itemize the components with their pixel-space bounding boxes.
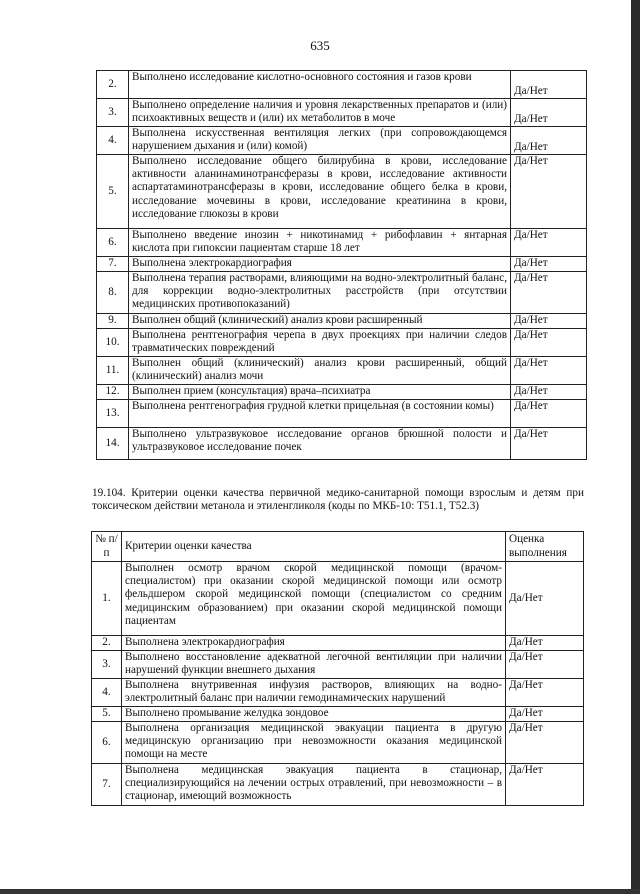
criterion-text: Выполнено введение инозин + никотинамид + рибофлавин + янтарная кислота при гипоксии пациентам старше 18 лет (129, 229, 511, 257)
scan-edge-bottom (0, 889, 640, 894)
page-number: 635 (310, 38, 330, 53)
row-number: 6. (97, 229, 129, 257)
row-number: 1. (92, 562, 122, 636)
row-number: 3. (92, 651, 122, 679)
criterion-text: Выполнена рентгенография грудной клетки прицельная (в состоянии комы) (129, 400, 511, 428)
row-number: 2. (92, 636, 122, 651)
table-row (97, 400, 587, 428)
criterion-text: Выполнена организация медицинской эвакуации пациента в другую медицинскую организацию при невозможности оказания медицинской помощи на месте (122, 722, 506, 764)
section-heading: 19.104. Критерии оценки качества первичной медико-санитарной помощи взрослым и детям при токсическом действии метанола и этиленгликоля (коды по МКБ-10: T51.1, T52.3) (92, 487, 584, 512)
result-cell: Да/Нет (511, 155, 587, 229)
result-cell: Да/Нет (511, 329, 587, 357)
table-row (97, 272, 587, 314)
result-cell: Да/Нет (506, 764, 584, 806)
criterion-text: Выполнена рентгенография черепа в двух проекциях при наличии следов травматических повреждений (129, 329, 511, 357)
result-cell: Да/Нет (511, 357, 587, 385)
criterion-text: Выполнен осмотр врачом скорой медицинской помощи (врачом-специалистом) при оказании скорой медицинской помощи или осмотр фельдшером скорой медицинской помощи (специалистом со средним медицинским образованием) при оказании скорой медицинской помощи пациентам (122, 562, 506, 636)
row-number: 5. (92, 707, 122, 722)
result-cell: Да/Нет (506, 562, 584, 636)
table-row (97, 229, 587, 257)
table-row (97, 329, 587, 357)
criteria-table-continued (96, 70, 587, 460)
row-number: 14. (97, 428, 129, 460)
criterion-text: Выполнено определение наличия и уровня лекарственных препаратов и (или) психоактивных веществ и (или) их метаболитов в моче (129, 99, 511, 127)
scan-edge (631, 0, 640, 894)
table-header-row (92, 532, 584, 562)
result-cell: Да/Нет (511, 257, 587, 272)
criterion-text: Выполнено промывание желудка зондовое (122, 707, 506, 722)
result-cell: Да/Нет (511, 229, 587, 257)
table-row (92, 722, 584, 764)
result-cell: Да/Нет (506, 679, 584, 707)
table-row (92, 636, 584, 651)
row-number: 7. (97, 257, 129, 272)
result-cell: Да/Нет (506, 651, 584, 679)
row-number: 3. (97, 99, 129, 127)
table-row (97, 357, 587, 385)
result-cell: Да/Нет (511, 314, 587, 329)
result-cell: Да/Нет (511, 272, 587, 314)
table-row (97, 99, 587, 127)
table-row (97, 155, 587, 229)
row-number: 5. (97, 155, 129, 229)
row-number: 7. (92, 764, 122, 806)
criterion-text: Выполнено восстановление адекватной легочной вентиляции при наличии нарушений функции внешнего дыхания (122, 651, 506, 679)
header-number: № п/п (92, 532, 122, 562)
table-row (97, 428, 587, 460)
row-number: 13. (97, 400, 129, 428)
criterion-text: Выполнена внутривенная инфузия растворов, влияющих на водно-электролитный баланс при наличии гемодинамических нарушений (122, 679, 506, 707)
row-number: 2. (97, 71, 129, 99)
row-number: 10. (97, 329, 129, 357)
criterion-text: Выполнена искусственная вентиляция легких (при сопровождающемся нарушением дыхания и (или) комой) (129, 127, 511, 155)
table-row (92, 562, 584, 636)
criterion-text: Выполнен общий (клинический) анализ крови расширенный (129, 314, 511, 329)
criterion-text: Выполнена электрокардиография (129, 257, 511, 272)
result-cell: Да/Нет (506, 707, 584, 722)
result-cell: Да/Нет (511, 385, 587, 400)
result-cell: Да/Нет (506, 636, 584, 651)
result-cell: Да/Нет (511, 400, 587, 428)
table-row (97, 71, 587, 99)
result-cell: Да/Нет (506, 722, 584, 764)
result-cell: Да/Нет (511, 99, 587, 127)
table-row (92, 707, 584, 722)
criterion-text: Выполнена электрокардиография (122, 636, 506, 651)
table-row (97, 385, 587, 400)
row-number: 11. (97, 357, 129, 385)
criteria-table-methanol (91, 531, 584, 806)
result-cell: Да/Нет (511, 428, 587, 460)
criterion-text: Выполнено исследование кислотно-основного состояния и газов крови (129, 71, 511, 99)
table-row (92, 764, 584, 806)
row-number: 4. (97, 127, 129, 155)
header-criteria: Критерии оценки качества (122, 532, 506, 562)
table-row (97, 314, 587, 329)
result-cell: Да/Нет (511, 127, 587, 155)
criterion-text: Выполнено ультразвуковое исследование органов брюшной полости и ультразвуковое исследование почек (129, 428, 511, 460)
criterion-text: Выполнена медицинская эвакуация пациента в стационар, специализирующийся на лечении острых отравлений, при невозможности – в стационар, имеющий возможность (122, 764, 506, 806)
criterion-text: Выполнен прием (консультация) врача–психиатра (129, 385, 511, 400)
row-number: 9. (97, 314, 129, 329)
row-number: 4. (92, 679, 122, 707)
criterion-text: Выполнен общий (клинический) анализ крови расширенный, общий (клинический) анализ мочи (129, 357, 511, 385)
header-result: Оценка выполнения (506, 532, 584, 562)
table-row (97, 257, 587, 272)
table-row (97, 127, 587, 155)
result-cell: Да/Нет (511, 71, 587, 99)
criterion-text: Выполнена терапия растворами, влияющими на водно-электролитный баланс, для коррекции водно-электролитных расстройств (при отсутствии медицинских противопоказаний) (129, 272, 511, 314)
row-number: 6. (92, 722, 122, 764)
table-row (92, 651, 584, 679)
row-number: 8. (97, 272, 129, 314)
criterion-text: Выполнено исследование общего билирубина в крови, исследование активности аланинаминотрансферазы в крови, исследование активности аспартатаминотрансферазы в крови, исследование общего белка в крови, исследование мочевины в крови, исследование креатинина в крови, исследование глюкозы в крови (129, 155, 511, 229)
table-row (92, 679, 584, 707)
row-number: 12. (97, 385, 129, 400)
